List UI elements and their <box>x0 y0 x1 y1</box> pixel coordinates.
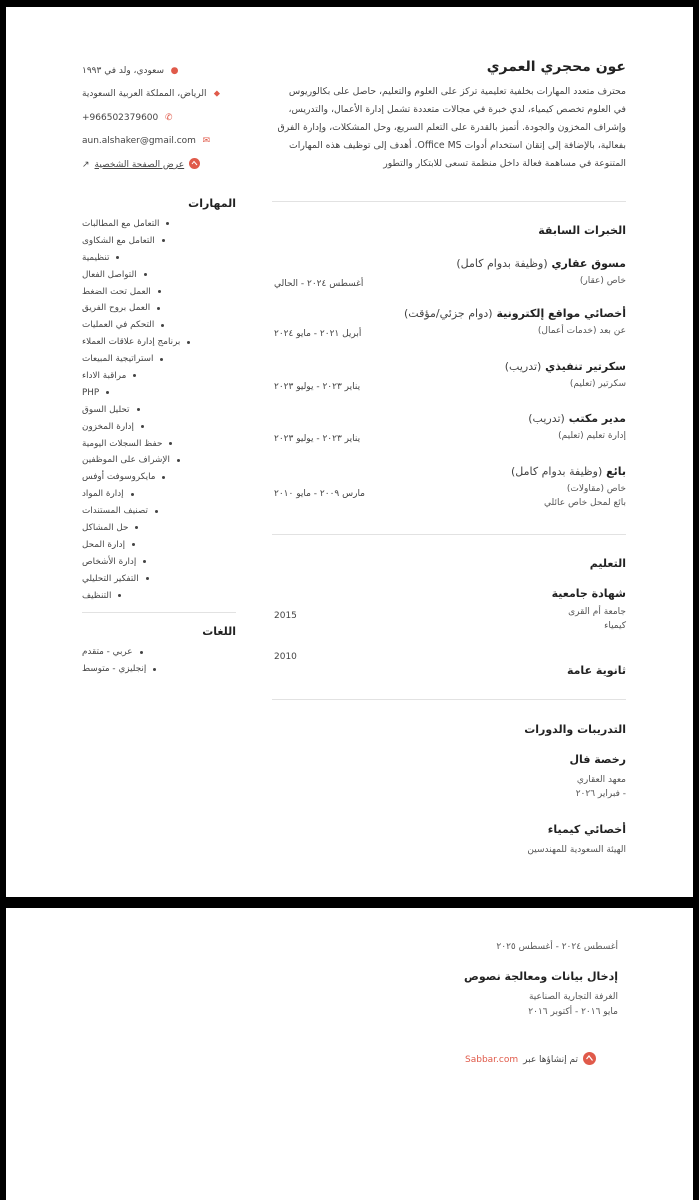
list-item <box>82 334 236 351</box>
list-item-text: إدارة المخزون <box>82 421 134 432</box>
list-item-text: الإشراف على الموظفين <box>82 455 170 466</box>
profile-link[interactable] <box>82 153 236 177</box>
training-date: مايو ٢٠١٦ - أكتوبر ٢٠١٦ <box>528 1007 618 1017</box>
bullet-icon <box>132 543 135 546</box>
resume-page-2 <box>6 908 693 1200</box>
training-name: إدخال بيانات ومعالجة نصوص <box>464 970 618 983</box>
list-item-text: العمل بروح الفريق <box>82 303 151 314</box>
list-item <box>82 351 236 368</box>
list-item-text: التواصل الفعال <box>82 269 137 280</box>
bullet-icon <box>160 358 163 361</box>
training-name: أخصائي كيمياء <box>547 823 626 836</box>
job-type: (تدريب) <box>504 360 542 373</box>
education-title: التعليم <box>589 557 626 570</box>
bullet-icon <box>153 668 156 671</box>
list-item-text: حفظ السجلات اليومية <box>82 438 163 449</box>
list-item <box>82 317 236 334</box>
list-item-text: حل المشاكل <box>82 522 129 533</box>
list-item <box>82 536 236 553</box>
bullet-icon <box>144 273 147 276</box>
job-date: يناير ٢٠٢٣ - يوليو ٢٠٢٣ <box>274 434 361 444</box>
list-item <box>82 570 236 587</box>
footer-prefix: تم إنشاؤها عبر <box>523 1055 579 1065</box>
list-item-text: برنامج إدارة علاقات العملاء <box>82 337 181 348</box>
list-item-text: تحليل السوق <box>82 404 130 415</box>
list-item-text: مايكروسوفت أوفس <box>82 472 156 483</box>
contact-nationality <box>82 59 236 83</box>
divider <box>272 534 626 535</box>
job-title: سكرتير تنفيذي <box>545 360 626 373</box>
bullet-icon <box>162 476 165 479</box>
job-company: إدارة تعليم (تعليم) <box>558 431 626 441</box>
bullet-icon <box>155 510 158 513</box>
contact-text[interactable]: +966502379600 <box>82 112 159 123</box>
divider <box>82 612 236 613</box>
bullet-icon <box>116 256 119 259</box>
list-item-text: مراقبة الاداء <box>82 370 127 381</box>
bullet-icon <box>169 442 172 445</box>
education-item <box>274 587 626 642</box>
person-icon: ● <box>170 65 179 76</box>
job-date: أبريل ٢٠٢١ - مايو ٢٠٢٤ <box>274 329 362 339</box>
profile-link-label[interactable]: عرض الصفحة الشخصية <box>94 159 185 170</box>
job-company: خاص (عقار) <box>579 276 626 286</box>
main-column <box>274 59 626 173</box>
list-item <box>82 469 236 486</box>
skills-title: المهارات <box>188 196 236 210</box>
list-item-text: تصنيف المستندات <box>82 506 148 517</box>
contact-email[interactable] <box>82 130 236 154</box>
experience-title: الخبرات السابقة <box>538 224 626 237</box>
training-item <box>274 970 618 1030</box>
job-type: (وظيفة بدوام كامل) <box>511 465 603 478</box>
job-title: أخصائي مواقع إلكترونية <box>496 307 626 320</box>
job-company: سكرتير (تعليم) <box>569 379 626 389</box>
list-item <box>82 418 236 435</box>
bullet-icon <box>157 307 160 310</box>
list-item <box>82 486 236 503</box>
job-title: بائع <box>606 465 626 478</box>
list-item <box>82 503 236 520</box>
bullet-icon <box>137 408 140 411</box>
experience-item <box>274 412 626 452</box>
experience-item <box>274 257 626 297</box>
list-item <box>82 300 236 317</box>
training-title: التدريبات والدورات <box>524 723 626 736</box>
training-date: أغسطس ٢٠٢٤ - أغسطس ٢٠٢٥ <box>496 942 618 952</box>
bullet-icon <box>135 526 138 529</box>
job-date: مارس ٢٠٠٩ - مايو ٢٠١٠ <box>274 489 366 499</box>
bullet-icon <box>143 560 146 563</box>
list-item <box>82 384 236 401</box>
school-name: جامعة أم القرى <box>568 607 626 617</box>
list-item-text: التفكير التحليلي <box>82 573 139 584</box>
external-link-icon[interactable]: ↗ <box>82 159 90 170</box>
job-date: أغسطس ٢٠٢٤ - الحالي <box>274 279 364 289</box>
list-item <box>82 216 236 233</box>
bullet-icon <box>166 222 169 225</box>
contact-text: الرياض، المملكة العربية السعودية <box>82 89 207 100</box>
sabbar-logo-icon <box>583 1052 596 1068</box>
summary-text: محترف متعدد المهارات بخلفية تعليمية تركز على العلوم والتعليم، حاصل على بكالوريوس في العلوم تخصص كيمياء، لدي خبرة في مجالات متعددة تشمل إدارة الأعمال، والتدريس، وإشراف المخزون والجودة. أتميز بالقدرة على التعلم السريع، وحل المشكلات، وإدارة الفرق بفعالية، بالإضافة إلى إتقان استخدام أدوات Office MS. أهدف إلى توظيف هذه المهارات المتنوعة في مساهمة فعالة داخل منظمة تسعى للابتكار والتطور <box>277 86 626 169</box>
list-item-text: التحكم في العمليات <box>82 320 155 331</box>
bullet-icon <box>177 459 180 462</box>
bullet-icon <box>158 290 161 293</box>
education-item <box>274 652 626 682</box>
list-item-text: إدارة الأشخاص <box>82 556 137 567</box>
email-icon: ✉ <box>202 136 211 147</box>
graduation-year: 2010 <box>274 652 297 662</box>
sabbar-logo-icon <box>189 158 200 172</box>
list-item <box>82 266 236 283</box>
candidate-name: عون محجري العمري <box>486 59 626 75</box>
list-item-text: إدارة المحل <box>82 539 126 550</box>
bullet-icon <box>161 324 164 327</box>
list-item <box>82 232 236 249</box>
list-item-text: PHP <box>82 387 100 398</box>
list-item <box>82 283 236 300</box>
job-detail: بائع لمحل خاص عائلي <box>544 498 626 508</box>
list-item <box>82 368 236 385</box>
job-company: خاص (مقاولات) <box>566 484 626 494</box>
resume-page-1 <box>6 7 693 897</box>
bullet-icon <box>162 239 165 242</box>
training-item <box>274 753 626 811</box>
job-date: يناير ٢٠٢٣ - يوليو ٢٠٢٣ <box>274 382 361 392</box>
list-item-text: إدارة المواد <box>82 489 124 500</box>
location-pin-icon: ⬥ <box>213 89 221 100</box>
list-item-text: العمل تحت الضغط <box>82 286 151 297</box>
footer-brand[interactable]: Sabbar.com <box>465 1055 519 1065</box>
list-item-text: استراتيجية المبيعات <box>82 354 154 365</box>
list-item <box>82 644 236 661</box>
list-item-text: إنجليزي - متوسط <box>82 664 147 675</box>
contact-phone[interactable] <box>82 106 236 130</box>
training-item <box>274 823 626 863</box>
degree-title: ثانوية عامة <box>566 664 626 677</box>
bullet-icon <box>140 651 143 654</box>
list-item <box>82 435 236 452</box>
job-title: مدير مكتب <box>568 412 626 425</box>
phone-icon: ✆ <box>164 112 173 123</box>
training-org: معهد العقاري <box>576 775 626 785</box>
list-item <box>82 452 236 469</box>
contact-text: سعودي، ولد في ١٩٩٣ <box>82 65 165 76</box>
list-item <box>82 520 236 537</box>
bullet-icon <box>106 391 109 394</box>
list-item <box>82 661 236 678</box>
divider <box>272 699 626 700</box>
list-item-text: التنظيف <box>82 590 112 601</box>
contact-location <box>82 83 236 107</box>
list-item-text: التعامل مع الشكاوى <box>82 235 155 246</box>
footer-credit <box>465 1052 596 1068</box>
divider <box>272 201 626 202</box>
bullet-icon <box>141 425 144 428</box>
bullet-icon <box>133 374 136 377</box>
job-company: عن بعد (خدمات أعمال) <box>537 326 626 336</box>
list-item-text: عربي - متقدم <box>82 647 133 658</box>
list-item <box>82 249 236 266</box>
training-date: - فبراير ٢٠٢٦ <box>575 789 626 799</box>
bullet-icon <box>187 341 190 344</box>
degree-title: شهادة جامعية <box>551 587 626 600</box>
experience-item <box>274 465 626 523</box>
list-item-text: تنظيمية <box>82 252 110 263</box>
job-type: (تدريب) <box>528 412 565 425</box>
experience-item <box>274 360 626 400</box>
skills-list <box>82 216 236 604</box>
training-org: الهيئة السعودية للمهندسين <box>527 845 626 855</box>
job-type: (دوام جزئي/مؤقت) <box>404 307 493 320</box>
languages-list <box>82 644 236 678</box>
job-type: (وظيفة بدوام كامل) <box>456 257 548 270</box>
list-item <box>82 401 236 418</box>
job-title: مسوق عقاري <box>551 257 626 270</box>
list-item-text: التعامل مع المطالبات <box>82 218 160 229</box>
sidebar <box>82 59 236 678</box>
contact-text[interactable]: aun.alshaker@gmail.com <box>82 136 196 147</box>
field-of-study: كيمياء <box>604 621 626 631</box>
training-org: الغرفة التجارية الصناعية <box>528 992 618 1002</box>
experience-item <box>274 307 626 347</box>
bullet-icon <box>131 493 134 496</box>
training-name: رخصة فال <box>569 753 626 766</box>
languages-title: اللغات <box>202 624 236 638</box>
bullet-icon <box>146 577 149 580</box>
list-item <box>82 587 236 604</box>
bullet-icon <box>118 594 121 597</box>
list-item <box>82 553 236 570</box>
graduation-year: 2015 <box>274 611 297 621</box>
